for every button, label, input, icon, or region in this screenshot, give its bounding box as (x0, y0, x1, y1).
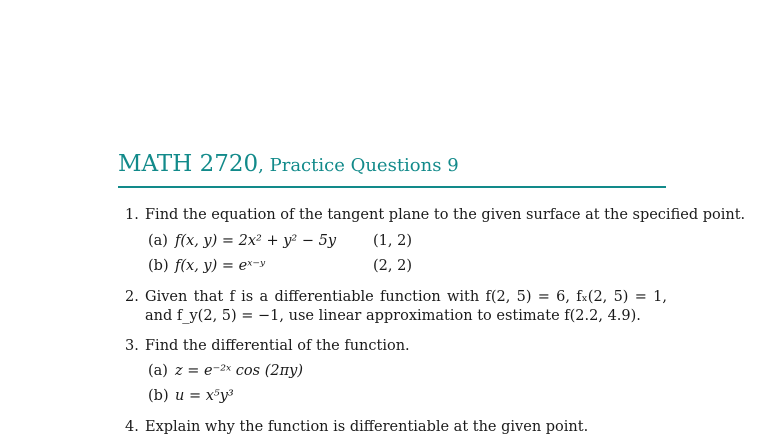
question-text: Given that f is a differentiable function with f(2, 5) = 6, fₓ(2, 5) = 1, and f_y(2, 5) = −1, use linear approximation to estimate f(2.2, 4.9). (145, 289, 667, 324)
question-2 (125, 288, 667, 324)
part-label: (b) (148, 258, 169, 274)
question-number: 2. (125, 289, 139, 305)
title-rule (118, 186, 666, 188)
course-code: MATH 2720 (118, 151, 259, 177)
question-number: 1. (125, 207, 139, 223)
part-expression: u = x⁵y³ (175, 388, 234, 404)
question-4 (125, 418, 589, 437)
part-expression: f(x, y) = 2x² + y² − 5y (175, 233, 337, 249)
part-expression: f(x, y) = eˣ⁻ʸ (175, 258, 266, 274)
question-number: 3. (125, 338, 139, 354)
question-3 (125, 337, 410, 356)
question-1-part-a-point: (1, 2) (373, 233, 412, 249)
question-number: 4. (125, 419, 139, 435)
part-label: (a) (148, 233, 168, 249)
question-text: Find the equation of the tangent plane to the given surface at the specified point. (145, 207, 746, 223)
title-subtitle: , Practice Questions 9 (258, 155, 459, 176)
part-label: (a) (148, 363, 168, 379)
part-label: (b) (148, 388, 169, 404)
question-1-part-a (148, 232, 336, 251)
question-3-part-b (148, 387, 234, 406)
question-1-part-b-point: (2, 2) (373, 258, 412, 274)
page-title (118, 150, 666, 180)
question-text: Find the differential of the function. (145, 338, 410, 354)
part-expression: z = e⁻²ˣ cos (2πy) (175, 363, 303, 379)
question-1-part-b (148, 257, 265, 276)
question-text: Explain why the function is differentiable at the given point. (145, 419, 589, 435)
question-3-part-a (148, 362, 303, 381)
question-1 (125, 206, 746, 225)
